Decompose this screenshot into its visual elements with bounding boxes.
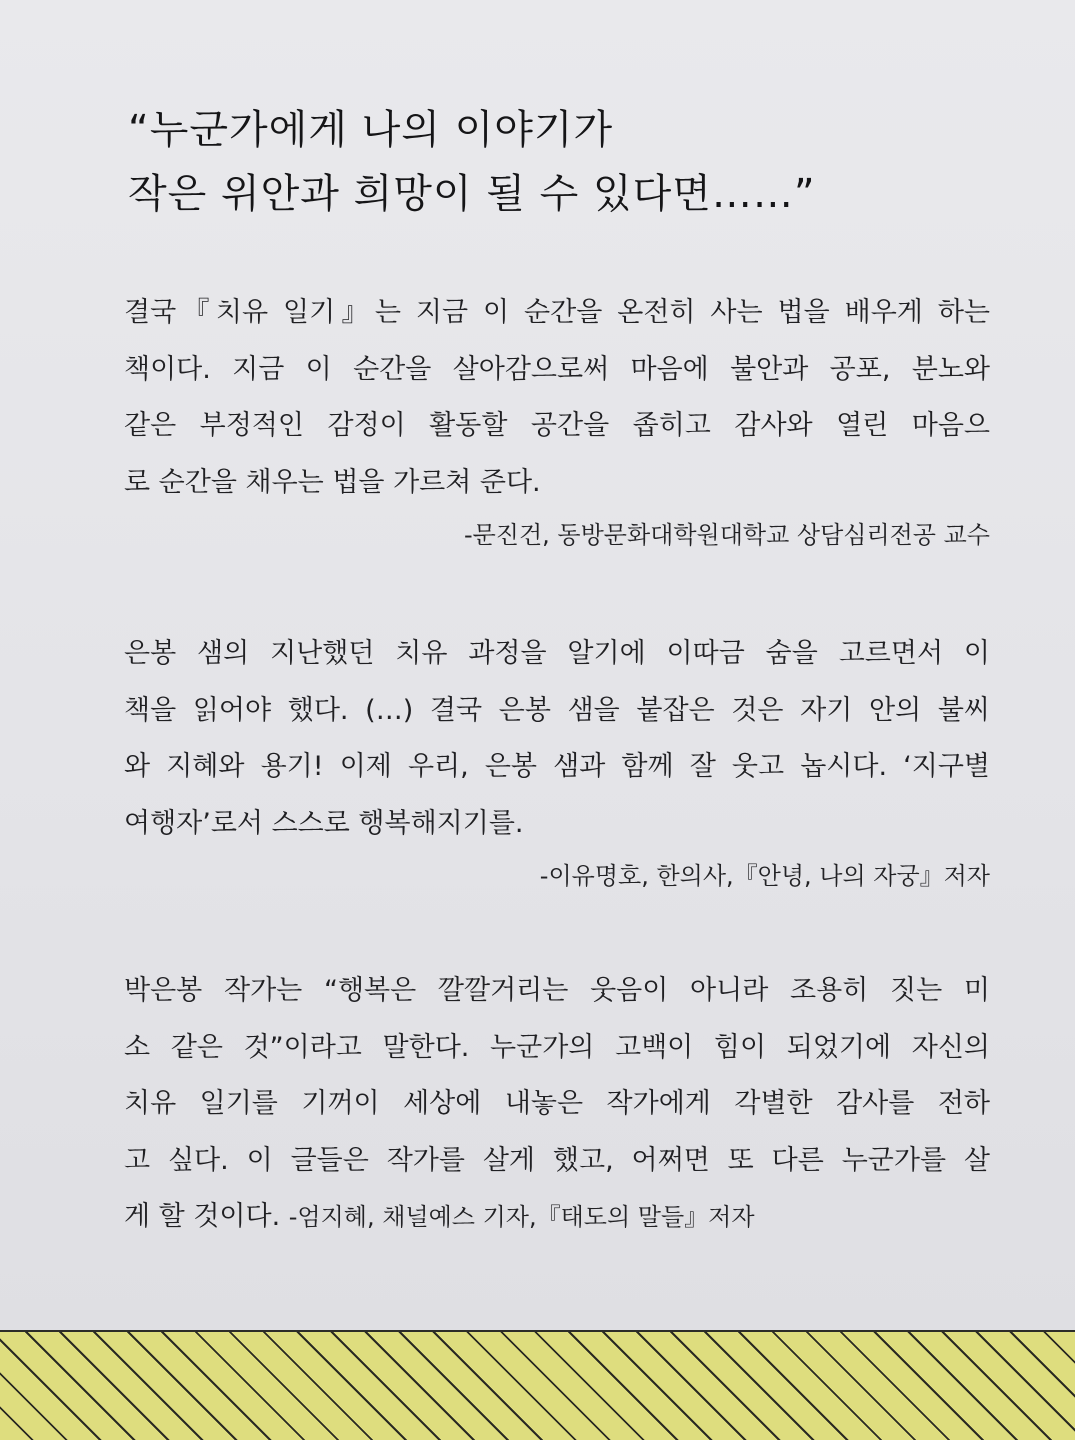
endorsement-1-line-3: 같은 부정적인 감정이 활동할 공간을 좁히고 감사와 열린 마음으 [124, 410, 990, 441]
endorsement-3 [124, 963, 990, 1246]
endorsement-2-attribution: -이유명호, 한의사,『안녕, 나의 자궁』저자 [539, 862, 990, 890]
endorsement-2-line-3: 와 지혜와 용기! 이제 우리, 은봉 샘과 함께 잘 웃고 놉시다. ‘지구별 [124, 751, 990, 782]
endorsement-2 [124, 626, 990, 896]
endorsement-3-final-row [124, 1189, 990, 1246]
endorsement-1 [124, 285, 990, 555]
endorsement-3-line-5: 게 할 것이다. [124, 1201, 281, 1232]
headline-line-2: 작은 위안과 희망이 될 수 있다면……” [128, 171, 816, 217]
headline-quote [128, 98, 988, 226]
endorsement-3-line-1: 박은봉 작가는 “행복은 깔깔거리는 웃음이 아니라 조용히 짓는 미 [124, 975, 990, 1006]
diagonal-stripe-band [0, 1332, 1075, 1440]
endorsement-1-line-1: 결국『치유 일기』는 지금 이 순간을 온전히 사는 법을 배우게 하는 [124, 297, 990, 328]
endorsement-2-line-4: 여행자’로서 스스로 행복해지기를. [124, 807, 524, 839]
endorsement-3-line-4: 고 싶다. 이 글들은 작가를 살게 했고, 어쩌면 또 다른 누군가를 살 [124, 1144, 990, 1176]
endorsement-3-attribution: -엄지혜, 채널예스 기자,『태도의 말들』저자 [288, 1203, 755, 1231]
endorsement-3-line-2: 소 같은 것”이라고 말한다. 누군가의 고백이 힘이 되었기에 자신의 [124, 1031, 990, 1063]
endorsement-2-line-1: 은봉 샘의 지난했던 치유 과정을 알기에 이따금 숨을 고르면서 이 [124, 638, 990, 669]
endorsement-2-line-2: 책을 읽어야 했다. (…) 결국 은봉 샘을 붙잡은 것은 자기 안의 불씨 [124, 694, 990, 726]
headline-line-1: “누군가에게 나의 이야기가 [128, 107, 614, 153]
endorsement-1-line-4: 로 순간을 채우는 법을 가르쳐 준다. [124, 466, 541, 498]
endorsement-1-attribution: -문진건, 동방문화대학원대학교 상담심리전공 교수 [463, 521, 990, 549]
endorsement-3-line-3: 치유 일기를 기꺼이 세상에 내놓은 작가에게 각별한 감사를 전하 [124, 1088, 990, 1119]
endorsement-1-line-2: 책이다. 지금 이 순간을 살아감으로써 마음에 불안과 공포, 분노와 [124, 353, 990, 385]
